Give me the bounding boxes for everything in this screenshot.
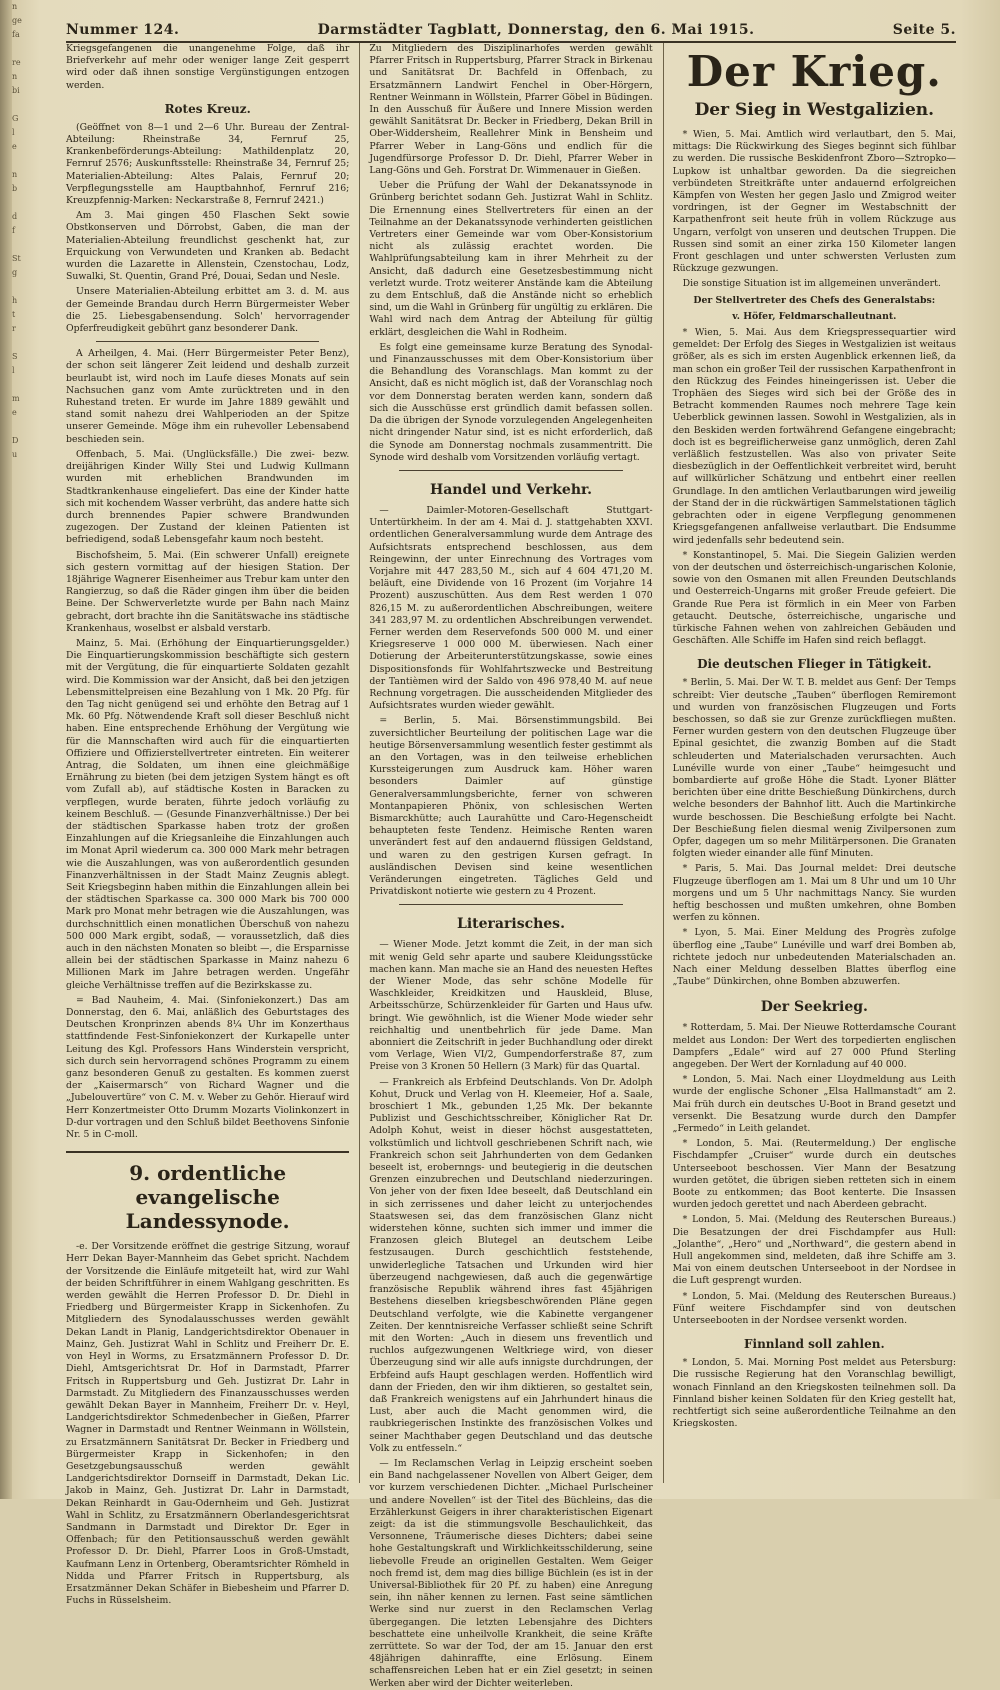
article-text: Die sonstige Situation ist im allgemeinen unverändert. bbox=[682, 278, 941, 290]
article-text: — Daimler-Motoren-Gesellschaft Stuttgart-Untertürkheim. In der am 4. Mai d. J. stattgehabten XXVI. ordentlichen Generalversammlung wurde dem Antrage des Aufsichtsrats entsprechend beschlossen, aus dem Reingewinn, der unter Einrechnung des Vortrages vom Vorjahre mit 447 283,50 M., sich auf 4 604 471,20 M. beläuft, eine Dividende von 16 Prozent (im Vorjahre 14 Prozent) auszuschütten. Aus dem Rest werden 1 070 826,15 M. zu außerordentlichen Abschreibungen, weitere 341 283,97 M. zu ordentlichen Abschreibungen verwendet. Ferner werden dem Reservefonds 500 000 M. und einer Kriegsreserve 1 000 000 M. überwiesen. Nach einer Dotierung der Arbeiterunterstützungskasse, sowie eines Dispositionsfonds für Wohlfahrtszwecke und Bestreitung der Tantièmen wird der Saldo von 496 978,40 M. auf neue Rechnung vorgetragen. Die ausscheidenden Mitglieder des Aufsichtsrates wurden wieder gewählt. bbox=[369, 504, 653, 712]
article-text: * Berlin, 5. Mai. Der W. T. B. meldet aus Genf: Der Temps schreibt: Vier deutsche „Tauben“ überflogen Remiremont und wurden von französischen Flugzeugen und Forts beschossen, so daß sie zur Grenze zurückfliegen mußten. Ferner wurden gestern von den deutschen Flugzeuge über Epinal gesichtet, die zwanzig Bomben auf die Stadt schleuderten und Materialschaden verursachten. Auch Lunéville wurde von einer „Taube“ heimgesucht und bombardierte auf große Höhe die Stadt. Lyoner Blätter berichten über eine dritte Beschießung Dünkirchens, durch welche besonders der Bahnhof litt. Auch die Martinkirche wurde beschossen. Die Beschießung erfolgte bei Nacht. Der Beschießung fielen diesmal wenig Zivilpersonen zum Opfer, dagegen um so mehr Militärpersonen. Die Granaten folgten wieder einander alle fünf Minuten. bbox=[672, 677, 956, 860]
article-text: * London, 5. Mai. Nach einer Lloydmeldung aus Leith wurde der englische Schoner „Elsa Hallmanstadt“ am 2. Mai früh durch ein deutsches U-Boot in Brand gesetzt und versenkt. Die Besatzung wurde durch den Dampfer „Fermedo“ in Leith gelandet. bbox=[672, 1074, 956, 1135]
issue-number: Nummer 124. bbox=[66, 22, 180, 38]
article-text: A Arheilgen, 4. Mai. (Herr Bürgermeister Peter Benz), der schon seit längerer Zeit leidend und deshalb zurzeit beurlaubt ist, wird noch im Laufe dieses Monats auf sein Nachsuchen ganz vom Amte zurücktreten und in den Ruhestand treten. Er wurde im Jahre 1889 gewählt und stand somit nahezu drei Wahlperioden an der Spitze unserer Gemeinde. Möge ihm ein ruhevoller Lebensabend beschieden sein. bbox=[66, 348, 350, 445]
section-heading-trade: Handel und Verkehr. bbox=[429, 481, 592, 498]
masthead: Darmstädter Tagblatt, Donnerstag, den 6. Mai 1915. bbox=[317, 22, 755, 38]
article-text: Ueber die Prüfung der Wahl der Dekanatssynode in Grünberg berichtet sodann Geh. Justizrat Wahl in Schlitz. Die Ernennung eines Stellvertreters für einen an der Teilnahme an der Dekanatssynode verhinderten geistlichen Vertreters einer Gemeinde war vom Ober-Konsistorium nicht als zulässig erachtet worden. Die Wahlprüfungsabteilung kam in ihrer Mehrheit zu der Ansicht, daß dadurch eine Gesetzesbestimmung nicht verletzt wurde. Trotz weiterer Anstände kam die Abteilung zu dem Entschluß, daß die Anstände nicht so erheblich sind, um die Wahl in Grünberg für ungültig zu erklären. Die Wahl wird nach dem Antrag der Abteilung für gültig erklärt, desgleichen die Wahl in Rodheim. bbox=[369, 180, 653, 338]
column-1 bbox=[66, 43, 350, 1607]
article-text: * Lyon, 5. Mai. Einer Meldung des Progrès zufolge überflog eine „Taube“ Lunéville und warf drei Bomben ab, richtete jedoch nur unbedeutenden Materialschaden an. Nach einer Meldung desselben Blattes überflog eine „Taube“ Dünkirchen, ohne Bomben abzuwerfen. bbox=[672, 927, 956, 988]
subheadline-galicia: Der Sieg in Westgalizien. bbox=[694, 100, 935, 120]
divider bbox=[399, 904, 622, 905]
article-text: Unsere Materialien-Abteilung erbittet am 3. d. M. aus der Gemeinde Brandau durch Herrn Bürgermeister Weber die 25. Liebesgabensendung. Solch' hervorragender Opferfreudigkeit gebührt ganz besonderer Dank. bbox=[66, 286, 350, 335]
section-heading-finland: Finnland soll zahlen. bbox=[744, 1337, 885, 1352]
article-text: Offenbach, 5. Mai. (Unglücksfälle.) Die zwei- bezw. dreijährigen Kinder Willy Stei und Ludwig Kullmann wurden mit erheblichen Brandwunden im Stadtkrankenhause eingeliefert. Das eine der Kinder hatte sich mit kochendem Wasser verbrüht, das andere hatte sich durch brennendes Papier schwere Brandwunden zugezogen. Der Zustand der kleinen Patienten ist befriedigend, sodaß Lebensgefahr kaum noch besteht. bbox=[66, 448, 350, 546]
article-text: — Wiener Mode. Jetzt kommt die Zeit, in der man sich mit wenig Geld sehr aparte und saubere Kleidungsstücke machen kann. Man mache sie an Hand des neuesten Heftes der Wiener Mode, das sehr schöne Modelle für Waschkleider, Kreidkitzen und Hauskleid, Bluse, Arbeitsschürze, Schürzenkleider für Garten und Haus ufw. bringt. Wie gewöhnlich, ist die Wiener Mode wieder sehr reichhaltig und unentbehrlich für jede Dame. Man abonniert die Zeitschrift in jeder Buchhandlung oder direkt vom Verlage, Wien VI/2, Gumpendorferstraße 87, zum Preise von 3 Kronen 50 Hellern (3 Mark) für das Quartal. bbox=[369, 939, 653, 1073]
article-text: Zu Mitgliedern des Disziplinarhofes werden gewählt Pfarrer Fritsch in Ruppertsburg, Pfarrer Strack in Birkenau und Sanitätsrat Dr. Bachfeld in Offenbach, zu Ersatzmännern Landwirt Fenchel in Ober-Hörgern, Rentner Weinmann in Wöllstein, Pfarrer Göbel in Büdingen. In den Ausschuß für Äußere und Innere Mission werden gewählt Sanitätsrat Dr. Becker in Friedberg, Dekan Brill in Ober-Widdersheim, Reallehrer Mink in Bensheim und Pfarrer Weber in Lang-Göns und endlich für die Jugendfürsorge Professor D. Dr. Diehl, Pfarrer Weber in Lang-Göns und Geh. Forstrat Dr. Wimmenauer in Gießen. bbox=[369, 43, 653, 177]
article-text: Am 3. Mai gingen 450 Flaschen Sekt sowie Obstkonserven und Dörrobst, Gaben, die man der Materialien-Abteilung freundlichst geschenkt hat, zur Erquickung von Verwundeten und Kranken ab. Bedacht wurden die Lazarette in Allenstein, Czenstochau, Lodz, Suwalki, St. Quentin, Grand Pré, Douai, Sedan und Nesle. bbox=[66, 210, 350, 283]
headline-war: Der Krieg. bbox=[686, 47, 942, 96]
section-heading-literature: Literarisches. bbox=[457, 916, 565, 933]
article-text: * Rotterdam, 5. Mai. Der Nieuwe Rotterdamsche Courant meldet aus London: Der Wert des torpedierten englischen Dampfers „Edale“ wird auf 27 000 Pfund Sterling angegeben. Der Wert der Kornladung auf 40 000. bbox=[672, 1022, 956, 1071]
article-text: — Im Reclamschen Verlag in Leipzig erscheint soeben ein Band nachgelassener Novellen von Albert Geiger, dem vor kurzem verschiedenen Dichter. „Michael Purlscheiner und andere Novellen“ ist der Titel des Büchleins, das die Erzählerkunst Geigers in ihrer charakteristischen Eigenart zeigt: da ist die stimmungsvolle Beschaulichkeit, das Versonnene, Träumerische dieses Dichters; dabei seine hohe Gestaltungskraft und Wirklichkeitsschilderung, seine liebevolle Freude an originellen Gestalten. Wem Geiger noch fremd ist, dem mag dies billige Büchlein (es ist in der Universal-Bibliothek für 20 Pf. zu haben) eine Anregung sein, ihn näher kennen zu lernen. Fast seine sämtlichen Werke sind nur zuerst in den Reclamschen Verlag übergegangen. Die letzten Lebensjahre des Dichters beschattete eine unheilvolle Krankheit, die seine Kräfte zerrüttete. So war der Tod, der am 15. Januar den erst 48jährigen dahinraffte, eine Erlösung. Einem schaffensreichen Leben hat er ein Ziel gesetzt; in seinen Werken aber wird der Dichter weiterleben. bbox=[369, 1457, 653, 1689]
page-number: Seite 5. bbox=[892, 22, 956, 38]
article-text: Mainz, 5. Mai. (Erhöhung der Einquartierungsgelder.) Die Einquartierungskommission beschäftigte sich gestern mit der Vergütung, die für einquartierte Soldaten gezahlt wird. Die Kommission war der Ansicht, daß bei den jetzigen Lebensmittelpreisen eine Bezahlung von 1 Mk. 20 Pfg. für den Tag nicht genügend sei und erhöhte den Betrag auf 1 Mk. 60 Pfg. Nötwendende Kraft soll dieser Beschluß nicht haben. Eine entsprechende Erhöhung der Vergütung wie für die Mannschaften wird auch für die einquartierten Offiziere und Offizierstellvertreter eintreten. Ein weiterer Antrag, die Soldaten, um ihnen eine gleichmäßige Ernährung zu bieten (bei dem jetzigen System hängt es oft vom Zufall ab), auf städtische Kosten in Baracken zu verpflegen, wurde beraten, führte jedoch vorläufig zu keinem Beschluß. — (Gesunde Finanzverhältnisse.) Der bei der städtischen Sparkasse haben trotz der großen Einzahlungen auf die Kriegsanleihe die Einzahlungen auch im Monat April wiederum ca. 300 000 Mark mehr betragen wie die Auszahlungen, was von außerordentlich gesunden Finanzverhältnissen in der Stadt Mainz Zeugnis ablegt. Seit Kriegsbeginn haben mithin die Einzahlungen allein bei der städtischen Sparkasse ca. 300 000 Mark bis 700 000 Mark pro Monat mehr betragen wie die Auszahlungen, was durchschnittlich einen monatlichen Überschuß von nahezu 500 000 Mark ergibt, sodaß, — voraussetzlich, daß dies auch in den nächsten Monaten so bleibt —, die Ersparnisse allein bei der städtischen Sparkasse in Mainz nahezu 6 Millionen Mark im Jahre betragen werden. Ungefähr gleiche Verhältnisse treffen auf die Bezirkskasse zu. bbox=[66, 637, 350, 991]
article-text: * London, 5. Mai. (Reutermeldung.) Der englische Fischdampfer „Cruiser“ wurde durch ein deutsches Unterseeboot beschossen. Vier Mann der Besatzung wurden getötet, die übrigen sieben retteten sich in einem Boote zu entkommen; das Boot kenterte. Die Insassen wurden jedoch gerettet und nach Aberdeen gebracht. bbox=[672, 1138, 956, 1211]
adjacent-page-margin-text: n ge fa re n bi G l e n b d f St g h t r S l m e D u bbox=[12, 2, 22, 459]
divider bbox=[399, 470, 622, 471]
article-text: * London, 5. Mai. (Meldung des Reuterschen Bureaus.) Die Besatzungen der drei Fischdampfer aus Hull: „Jolanthe“, „Hero“ und „Northward“, die gestern abend in Hull angekommen sind, meldeten, daß ihre Schiffe am 3. Mai von einem deutschen Unterseeboot in der Nordsee in die Luft gesprengt wurden. bbox=[672, 1214, 956, 1287]
section-heading-flyers: Die deutschen Flieger in Tätigkeit. bbox=[697, 657, 932, 672]
article-text: -e. Der Vorsitzende eröffnet die gestrige Sitzung, worauf Herr Dekan Bayer-Mannheim das Gebet spricht. Nachdem der Vorsitzende die Einläufe mitgeteilt hat, wird zur Wahl der beiden Schriftführer in einem Wahlgang geschritten. Es werden gewählt die Herren Professor D. Dr. Diehl in Friedberg und Bürgermeister Krapp in Sickenhofen. Zu Mitgliedern des Synodalausschusses werden gewählt Dekan Landt in Planig, Landgerichtsdirektor Obenauer in Mainz, Geh. Justizrat Wahl in Schlitz und Freiherr Dr. E. von Heyl in Worms, zu Ersatzmännern Professor D. Dr. Diehl, Amtsgerichtsrat Dr. Hof in Darmstadt, Pfarrer Fritsch in Ruppertsburg und Geh. Justizrat Dr. Lahr in Darmstadt. Zu Mitgliedern des Finanzausschusses werden gewählt Dekan Bayer in Mannheim, Freiherr Dr. v. Heyl, Landgerichtsdirektor Schmedenbecher in Gießen, Pfarrer Wagner in Darmstadt und Rentner Weinmann in Wöllstein, zu Ersatzmännern Sanitätsrat Dr. Becker in Friedberg und Bürgermeister Krapp in Sickenhofen; in den Gesetzgebungsausschuß werden gewählt Landgerichtsdirektor Dornseiff in Darmstadt, Dekan Lic. Jakob in Mainz, Geh. Justizrat Dr. Lahr in Darmstadt, Dekan Reinhardt in Gau-Odernheim und Geh. Justizrat Wahl in Schlitz, zu Ersatzmännern Oberlandesgerichtsrat Sandmann in Darmstadt und Direktor Dr. Eger in Offenbach; für den Petitionsausschuß werden gewählt Professor D. Dr. Diehl, Pfarrer Loos in Groß-Umstadt, Kaufmann Lenz in Ortenberg, Oberamtsrichter Römheld in Nidda und Pfarrer Fritsch in Ruppertsburg, als Ersatzmänner Dekan Schäfer in Biebesheim und Pfarrer D. Fuchs in Rüsselsheim. bbox=[66, 1241, 350, 1607]
article-text: * Konstantinopel, 5. Mai. Die Siegein Galizien werden von der deutschen und österreichisch-ungarischen Kolonie, sowie von den Osmanen mit allen Freunden Deutschlands und Oesterreich-Ungarns mit großer Freude gefeiert. Die Grande Rue Pera ist förmlich in ein Meer von Farben getaucht. Deutsche, österreichische, ungarische und türkische Fahnen wehen von zahlreichen Gebäuden und Geschäften. Alle Schiffe im Hafen sind reich beflaggt. bbox=[672, 549, 956, 647]
column-2 bbox=[359, 43, 653, 1689]
section-heading-red-cross: Rotes Kreuz. bbox=[164, 101, 251, 116]
column-3 bbox=[663, 43, 956, 1483]
article-text: Kriegsgefangenen die unangenehme Folge, daß ihr Briefverkehr auf mehr oder weniger lange Zeit gesperrt wird oder daß ihnen sonstige Vergünstigungen entzogen werden. bbox=[66, 43, 350, 91]
article-text: * Wien, 5. Mai. Aus dem Kriegspressequartier wird gemeldet: Der Erfolg des Sieges in Westgalizien ist weitaus größer, als es sich im ersten Augenblick erkennen ließ, da man schon ein großer Teil der russischen Karpathenfront in den Rückzug des Feindes hineingerissen ist. Ueber die Trophäen des Sieges wird sich bei der Größe des in Betracht kommenden Raumes noch mehrere Tage kein Ueberblick gewinnen lassen. Sowohl in Westgalizien, als in den Beskiden werden fortwährend Gefangene eingebracht; doch ist es begreiflicherweise ganz unmöglich, deren Zahl verläßlich festzustellen. Was also von privater Seite diesbezüglich in der Oeffentlichkeit verbreitet wird, beruht auf willkürlicher Schätzung und entbehrt einer reellen Grundlage. In den amtlichen Verlautbarungen wird jeweilig der Stand der in die rückwärtigen Sammelstationen täglich gebrachten oder in eigene Verpflegung genommenen Kriegsgefangenen anfallweise verlautbart. Die Endsumme wird jedenfalls sehr bedeutend sein. bbox=[672, 327, 956, 546]
article-text: = Bad Nauheim, 4. Mai. (Sinfoniekonzert.) Das am Donnerstag, den 6. Mai, anläßlich des Geburtstages des Deutschen Kronprinzen abends 8¼ Uhr im Konzerthaus stattfindende Fest-Sinfoniekonzert der Kurkapelle unter Leitung des Kgl. Professors Hans Winderstein verspricht, sich durch sein hervorragend schönes Programm zu einem ganz besonderen Genuß zu gestalten. Es kommen zuerst der „Kaisermarsch“ von Richard Wagner und die „Jubelouvertüre“ von C. M. v. Weber zu Gehör. Hierauf wird Herr Konzertmeister Otto Drumm Mozarts Violinkonzert in D-dur vortragen und den Schluß bildet Beethovens Sinfonie Nr. 5 in C-moll. bbox=[66, 994, 350, 1141]
article-text: = Berlin, 5. Mai. Börsenstimmungsbild. Bei zuversichtlicher Beurteilung der politischen Lage war die heutige Börsenversammlung wesentlich fester gestimmt als an den Vortagen, was in den teilweise erheblichen Kurssteigerungen zum Ausdruck kam. Höher waren besonders Daimler auf günstige Generalversammlungsberichte, ferner von schweren Montanpapieren Phönix, von schlesischen Werten Bismarckhütte; auch Laurahütte und Caro-Hegenscheidt behaupteten feste Tendenz. Heimische Renten waren unverändert fest auf den andauernd flüssigen Geldstand, und waren zu den gestrigen Kursen gefragt. In ausländischen Devisen sind keine wesentlichen Veränderungen eingetreten. Tägliches Geld und Privatdiskont notierte wie gestern zu 4 Prozent. bbox=[369, 715, 653, 898]
page-fold-shadow bbox=[0, 0, 12, 1499]
article-text: (Geöffnet von 8—1 und 2—6 Uhr. Bureau der Zentral-Abteilung: Rheinstraße 34, Fernruf 25, Krankenbeförderungs-Abteilung: Mathildenplatz 20, Fernruf 2576; Auskunftsstelle: Rheinstraße 34, Fernruf 25; Materialien-Abteilung: Altes Palais, Fernruf 20; Verpflegungsstelle am Hauptbahnhof, Fernruf 216; Kreuzpfennig-Marken: Neckarstraße 8, Fernruf 2421.) bbox=[66, 121, 350, 207]
page-header bbox=[66, 22, 956, 43]
article-text: * Paris, 5. Mai. Das Journal meldet: Drei deutsche Flugzeuge überflogen am 1. Mai um 8 Uhr und um 10 Uhr morgens und um 5 Uhr nachmittags Nancy. Sie wurden heftig beschossen und mußten umkehren, ohne Bomben werfen zu können. bbox=[672, 863, 956, 924]
divider bbox=[96, 341, 319, 342]
byline: Der Stellvertreter des Chefs des Generalstabs: bbox=[693, 294, 936, 306]
columns bbox=[66, 43, 956, 1689]
byline-signature: v. Höfer, Feldmarschalleutnant. bbox=[732, 310, 897, 322]
article-text: * Wien, 5. Mai. Amtlich wird verlautbart, den 5. Mai, mittags: Die Rückwirkung des Sieges beginnt sich fühlbar zu werden. Die russische Beskidenfront Zboro—Sztropko—Lupkow ist unhaltbar geworden. Da die siegreichen verbündeten Streitkräfte unter andauernd erfolgreichen Kämpfen von Westen her gegen Jaslo und Zmigrod weiter vordringen, ist der Gegner im Westabschnitt der Karpathenfront seit heute früh in vollem Rückzuge aus Ungarn, verfolgt von unseren und deutschen Truppen. Die Russen sind somit an einer zirka 150 Kilometer langen Front geschlagen und unter schwersten Verlusten zum Rückzuge gezwungen. bbox=[672, 129, 956, 275]
article-text: * London, 5. Mai. (Meldung des Reuterschen Bureaus.) Fünf weitere Fischdampfer sind von deutschen Unterseebooten in der Nordsee versenkt worden. bbox=[672, 1290, 956, 1327]
article-text: — Frankreich als Erbfeind Deutschlands. Von Dr. Adolph Kohut, Druck und Verlag von H. Kleemeier, Hof a. Saale, broschiert 1 Mk., gebunden 1,25 Mk. Der bekannte Publizist und Geschichtsschreiber, Königlicher Rat Dr. Adolph Kohut, weist in dieser höchst ausgestatteten, volkstümlich und lichtvoll geschriebenen Schrift nach, wie Frankreich schon seit Jahrhunderten von dem Gedanken beseelt ist, erobernngs- und beutegierig in die deutschen Grenzen einzubrechen und Deutschland niederzuringen. Von jeher von der fixen Idee beseelt, daß Deutschland ein in sich zerrissenes und daher leicht zu unterjochendes Staatswesen sei, das dem französischen Glanz nicht widerstehen könne, suchten sich immer und immer die Franzosen gleich Blutegel an deutschem Leibe festzusaugen. Durch geschichtlich feststehende, unwiderlegliche Tatsachen und Urkunden wird hier überzeugend nachgewiesen, daß auch die gegenwärtige französische Republik während ihres fast 45jährigen Bestehens dieselben kriegsbeschwörenden Pläne gegen Deutschland verfolgte, wie die Kabinette vergangener Zeiten. Der kenntnisreiche Verfasser schließt seine Schrift mit den Worten: „Auch in diesem uns freventlich und ruchlos aufgezwungenen Weltkriege wird, von dieser Überzeugung sind wir alle aufs innigste durchdrungen, der Erbfeind aufs Haupt geschlagen werden. Hoffentlich wird dann der Frieden, den wir ihm diktieren, so gestaltet sein, daß Frankreich wenigstens auf ein Jahrhundert hinaus die Lust, aber auch die Macht genommen wird, die raubkriegerischen Instinkte des französischen Volkes und seiner Machthaber gegen Deutschland und das deutsche Volk zu entfesseln.“ bbox=[369, 1076, 653, 1454]
article-text: Es folgt eine gemeinsame kurze Beratung des Synodal- und Finanzausschusses mit dem Ober-Konsistorium über die Behandlung des Voranschlags. Man kommt zu der Ansicht, daß es nicht möglich ist, daß der Voranschlag noch vor dem Donnerstag beraten werden kann, sondern daß sich die Ausschüsse erst gründlich damit befassen sollen. Da die übrigen der Synode vorzulegenden Angelegenheiten nicht dringender Natur sind, ist es nicht erforderlich, daß die Synode am Donnerstag nochmals zusammentritt. Die Synode wird deshalb vom Vorsitzenden vorläufig vertagt. bbox=[369, 341, 653, 463]
article-text: * London, 5. Mai. Morning Post meldet aus Petersburg: Die russische Regierung hat den Voranschlag bewilligt, wonach Finnland an den Kriegskosten teilnehmen soll. Da Finnland bisher keinen Soldaten für den Krieg gestellt hat, rechtfertigt sich seine außerordentliche Teilnahme an den Kriegskosten. bbox=[672, 1357, 956, 1430]
section-heading-sea-war: Der Seekrieg. bbox=[760, 999, 868, 1016]
section-heading-synod: 9. ordentliche evangelische Landessynode. bbox=[66, 1151, 349, 1233]
article-text: Bischofsheim, 5. Mai. (Ein schwerer Unfall) ereignete sich gestern vormittag auf der hiesigen Station. Der 18jährige Wagnerer Eisenheimer aus Trebur kam unter den Rangierzug, so daß die Räder gingen ihm über die beiden Beine. Der Schwerverletzte wurde per Bahn nach Mainz gebracht, dort brachte ihn die Sanitätswache ins städtische Krankenhaus, woselbst er alsbald verstarb. bbox=[66, 549, 350, 634]
